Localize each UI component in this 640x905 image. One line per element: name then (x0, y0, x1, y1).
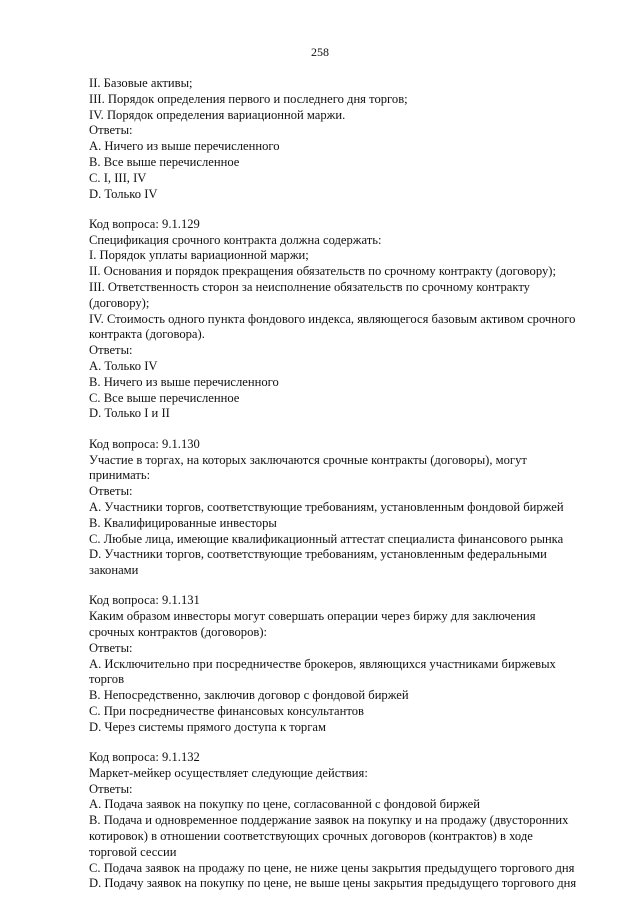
page-content (89, 76, 599, 892)
fragment-line: IV. Порядок определения вариационной маржи. (89, 107, 346, 122)
answer-option: C. Все выше перечисленное (89, 390, 240, 405)
answer-option: C. Любые лица, имеющие квалификационный аттестат специалиста финансового рынка (89, 531, 564, 546)
question-text-line: Спецификация срочного контракта должна содержать: (89, 232, 382, 247)
question-text-line: (договору); (89, 295, 150, 310)
answer-option: D. Только I и II (89, 406, 170, 421)
answer-option: A. Только IV (89, 359, 158, 374)
question-9-1-129 (89, 217, 599, 422)
question-text-line: I. Порядок уплаты вариационной маржи; (89, 248, 309, 263)
answer-option: C. Подача заявок на продажу по цене, не ниже цены закрытия предыдущего торгового дня (89, 860, 575, 875)
question-text-line: Каким образом инвесторы могут совершать операции через биржу для заключения (89, 609, 536, 624)
answer-option: C. При посредничестве финансовых консультантов (89, 703, 364, 718)
answer-option-continuation: торгов (89, 672, 125, 687)
answer-option-continuation: торговой сессии (89, 844, 177, 859)
question-text-line: Участие в торгах, на которых заключаются срочные контракты (договоры), могут (89, 452, 527, 467)
question-text-line: Маркет-мейкер осуществляет следующие действия: (89, 765, 368, 780)
answer-option-continuation: законами (89, 563, 139, 578)
question-text-line: III. Ответственность сторон за неисполнение обязательств по срочному контракту (89, 280, 530, 295)
answers-label: Ответы: (89, 484, 133, 499)
answer-option-continuation: котировок) в отношении соответствующих срочных договоров (контрактов) в ходе (89, 829, 533, 844)
question-code: Код вопроса: 9.1.129 (89, 216, 200, 231)
question-text-line: контракта (договора). (89, 327, 205, 342)
answer-option: D. Подачу заявок на покупку по цене, не выше цены закрытия предыдущего торгового дня (89, 876, 577, 891)
answer-option: A. Участники торгов, соответствующие требованиям, установленным фондовой биржей (89, 499, 564, 514)
answers-label: Ответы: (89, 343, 133, 358)
question-9-1-132 (89, 750, 599, 892)
answers-label: Ответы: (89, 640, 133, 655)
answers-label: Ответы: (89, 123, 133, 138)
answer-option: D. Участники торгов, соответствующие требованиям, установленным федеральными (89, 547, 547, 562)
answer-option: D. Только IV (89, 186, 158, 201)
answer-option: B. Квалифицированные инвесторы (89, 515, 277, 530)
answer-option: B. Непосредственно, заключив договор с фондовой биржей (89, 688, 409, 703)
answer-option: D. Через системы прямого доступа к торгам (89, 719, 326, 734)
question-text-line: срочных контрактов (договоров): (89, 625, 268, 639)
answer-option: B. Ничего из выше перечисленного (89, 374, 279, 389)
page-number: 258 (311, 45, 329, 59)
answer-option: A. Подача заявок на покупку по цене, согласованной с фондовой биржей (89, 797, 480, 812)
question-code: Код вопроса: 9.1.131 (89, 593, 200, 608)
answer-option: A. Исключительно при посредничестве брокеров, являющихся участниками биржевых (89, 656, 556, 671)
question-text-line: IV. Стоимость одного пункта фондового индекса, являющегося базовым активом срочного (89, 311, 576, 326)
answers-label: Ответы: (89, 781, 133, 796)
question-code: Код вопроса: 9.1.130 (89, 436, 200, 451)
question-code: Код вопроса: 9.1.132 (89, 750, 200, 765)
answer-option: A. Ничего из выше перечисленного (89, 139, 280, 154)
question-fragment-top (89, 76, 599, 202)
fragment-line: III. Порядок определения первого и последнего дня торгов; (89, 91, 408, 106)
question-9-1-130 (89, 437, 599, 579)
fragment-line: II. Базовые активы; (89, 76, 193, 90)
question-9-1-131 (89, 593, 599, 735)
answer-option: B. Подача и одновременное поддержание заявок на покупку и на продажу (двусторонних (89, 813, 569, 828)
answer-option: C. I, III, IV (89, 170, 147, 185)
answer-option: B. Все выше перечисленное (89, 154, 240, 169)
question-text-line: принимать: (89, 468, 151, 483)
question-text-line: II. Основания и порядок прекращения обязательств по срочному контракту (договору); (89, 264, 556, 279)
